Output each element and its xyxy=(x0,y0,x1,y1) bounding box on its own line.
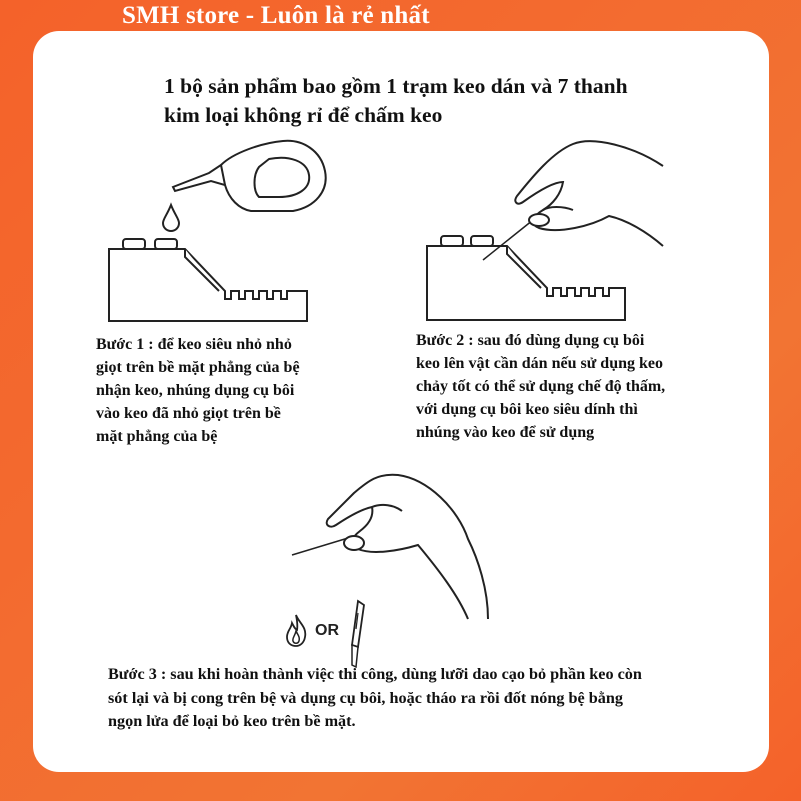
glue-drop-icon xyxy=(163,205,179,231)
glue-station-icon xyxy=(427,236,625,320)
content-panel xyxy=(33,31,769,772)
glue-bottle-icon xyxy=(173,141,326,211)
hand-icon xyxy=(483,141,663,260)
step-3-text: Bước 3 : sau khi hoàn thành việc thi công, dùng lưỡi dao cạo bỏ phần keo còn sót lại và bị cong trên bệ và dụng cụ bôi, hoặc tháo ra rồi đốt nóng bệ bằng ngọn lửa để loại bỏ keo trên bề mặt. xyxy=(108,665,642,730)
flame-icon xyxy=(283,613,309,647)
store-banner: SMH store - Luôn là rẻ nhất xyxy=(122,2,430,29)
step1-illustration xyxy=(93,131,353,321)
blade-icon xyxy=(346,599,370,669)
heading-line-1: 1 bộ sản phẩm bao gồm 1 trạm keo dán và 7 thanh xyxy=(164,74,628,98)
glue-station-icon xyxy=(109,239,307,321)
step-2-text: Bước 2 : sau đó dùng dụng cụ bôi keo lên vật cần dán nếu sử dụng keo chảy tốt có thể sử dụng chế độ thấm, với dụng cụ bôi keo siêu dính thì nhúng vào keo để sử dụng xyxy=(416,332,666,441)
heading-line-2: kim loại không rỉ để chấm keo xyxy=(164,103,443,127)
step3-illustration xyxy=(288,469,528,619)
hand-icon xyxy=(292,475,488,619)
step2-illustration xyxy=(413,136,663,326)
product-heading xyxy=(164,72,724,130)
or-label: OR xyxy=(315,622,339,639)
step-1-text: Bước 1 : để keo siêu nhỏ nhỏ giọt trên bề mặt phẳng của bệ nhận keo, nhúng dụng cụ bôi vào keo đã nhỏ giọt trên bề mặt phẳng của bệ xyxy=(96,336,300,445)
